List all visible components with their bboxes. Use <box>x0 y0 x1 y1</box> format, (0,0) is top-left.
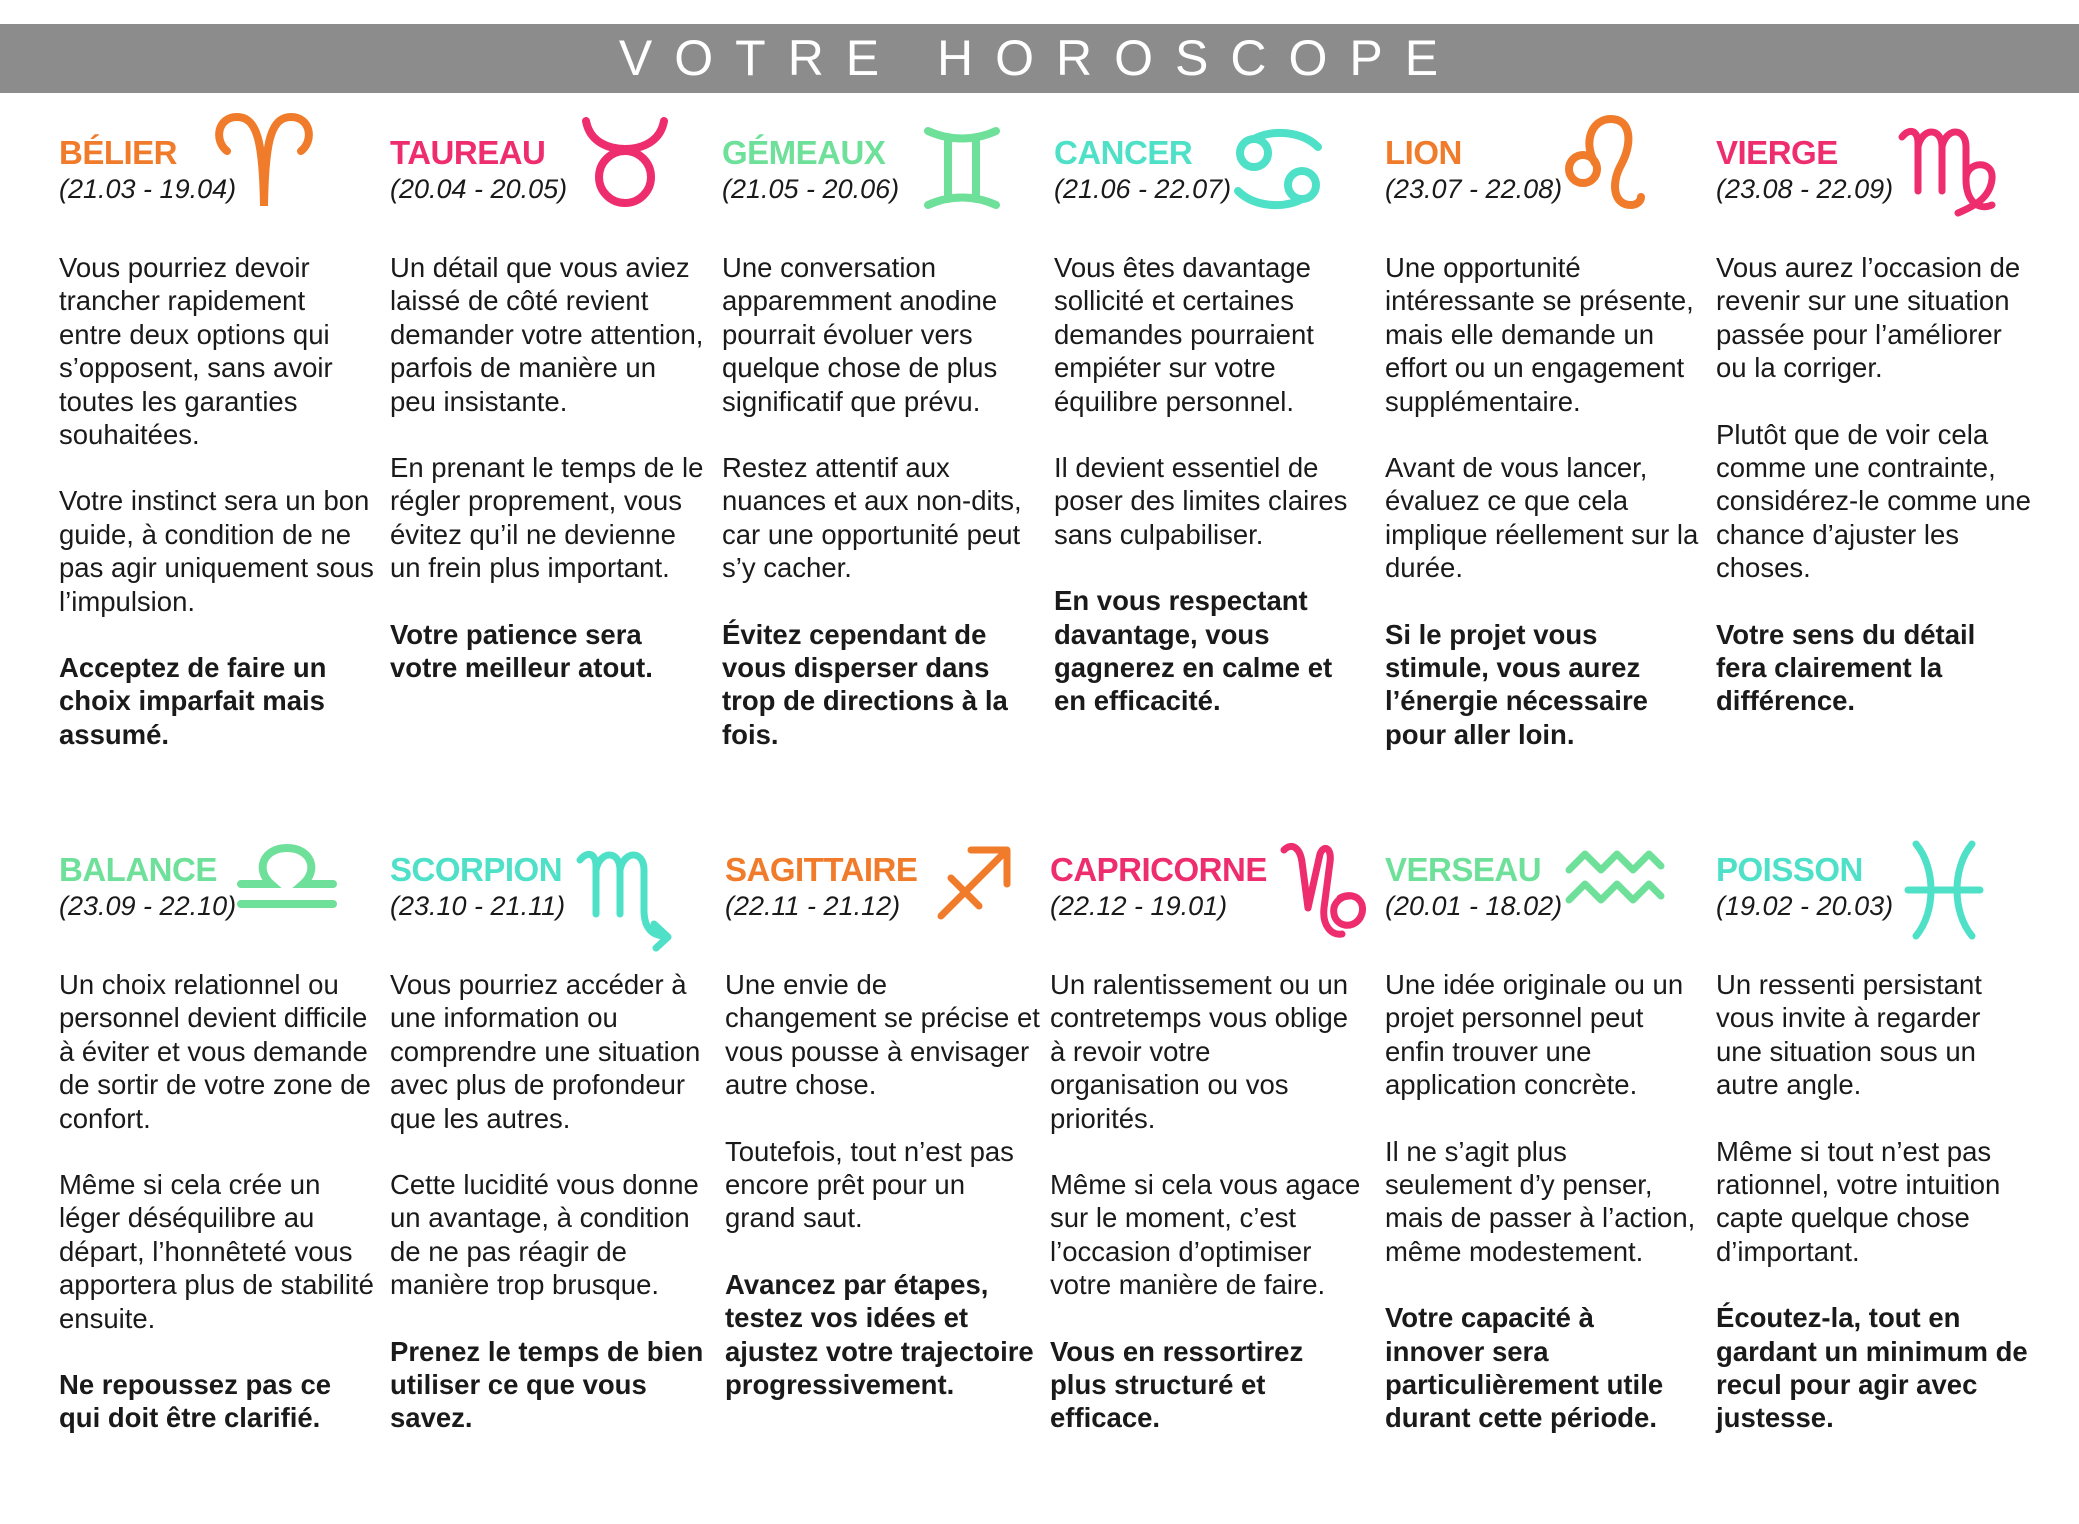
horoscope-text: Un choix relationnel ou personnel devient difficile à éviter et vous demande de sortir de votre zone de confort. <box>59 969 371 1134</box>
sign-name: CANCER <box>1054 134 1193 171</box>
libra-icon <box>237 842 337 912</box>
cancer-icon <box>1232 127 1324 211</box>
horoscope-advice: Votre capacité à innover sera particulièrement utile durant cette période. <box>1385 1302 1664 1434</box>
virgo-icon <box>1896 121 2006 221</box>
capricorn-icon <box>1278 838 1368 942</box>
horoscope-text: Toutefois, tout n’est pas encore prêt pour un grand saut. <box>725 1135 1014 1234</box>
sign-name: SCORPION <box>390 851 563 888</box>
horoscope-advice: Vous en ressortirez plus structuré et efficace. <box>1050 1335 1304 1434</box>
horoscope-text: Une conversation apparemment anodine pourrait évoluer vers quelque chose de plus significatif que prévu. <box>722 252 998 417</box>
horoscope-text: Même si cela crée un léger déséquilibre au départ, l’honnêteté vous apportera plus de stabilité ensuite. <box>59 1169 374 1334</box>
horoscope-text: En prenant le temps de le régler proprement, vous évitez qu’il ne devienne un frein plus important. <box>390 452 704 584</box>
sign-dates: (21.03 - 19.04) <box>59 174 237 204</box>
horoscope-text: Il devient essentiel de poser des limites claires sans culpabiliser. <box>1054 452 1348 550</box>
horoscope-text: Même si tout n’est pas rationnel, votre intuition capte quelque chose d’important. <box>1716 1135 2001 1267</box>
horoscope-advice: Ne repoussez pas ce qui doit être clarifié. <box>59 1369 332 1434</box>
sign-dates: (23.07 - 22.08) <box>1385 174 1563 204</box>
taurus-icon <box>580 113 670 213</box>
horoscope-text: Un ralentissement ou un contretemps vous oblige à revoir votre organisation ou vos priorités. <box>1050 969 1349 1134</box>
horoscope-text: Vous pourriez accéder à une information ou comprendre une situation avec plus de profondeur que les autres. <box>390 969 701 1134</box>
horoscope-advice: Votre patience sera votre meilleur atout. <box>390 618 653 684</box>
horoscope-text: Avant de vous lancer, évaluez ce que cela implique réellement sur la durée. <box>1385 452 1699 584</box>
sign-name: GÉMEAUX <box>722 134 886 171</box>
header-banner <box>0 24 2079 93</box>
horoscope-advice: Évitez cependant de vous disperser dans trop de directions à la fois. <box>722 618 1008 750</box>
sign-name: VERSEAU <box>1385 851 1542 888</box>
horoscope-advice: Prenez le temps de bien utiliser ce que vous savez. <box>390 1335 704 1434</box>
horoscope-text: Un ressenti persistant vous invite à regarder une situation sous un autre angle. <box>1716 969 1982 1101</box>
sign-dates: (19.02 - 20.03) <box>1716 891 1894 921</box>
sign-name: CAPRICORNE <box>1050 851 1267 888</box>
scorpio-icon <box>576 844 676 950</box>
horoscope-text: Vous êtes davantage sollicité et certaines demandes pourraient empiéter sur votre équilibre personnel. <box>1054 252 1314 417</box>
sign-dates: (23.08 - 22.09) <box>1716 174 1894 204</box>
sign-dates: (22.12 - 19.01) <box>1050 891 1228 921</box>
sign-name: LION <box>1385 134 1462 171</box>
sign-dates: (23.09 - 22.10) <box>59 891 237 921</box>
horoscope-advice: Avancez par étapes, testez vos idées et ajustez votre trajectoire progressivement. <box>725 1268 1034 1401</box>
horoscope-advice: Acceptez de faire un choix imparfait mais assumé. <box>59 652 327 750</box>
horoscope-text: Votre instinct sera un bon guide, à condition de ne pas agir uniquement sous l’impulsion. <box>59 485 374 617</box>
horoscope-advice: En vous respectant davantage, vous gagnerez en calme et en efficacité. <box>1054 585 1333 717</box>
sign-name: TAUREAU <box>390 134 546 171</box>
horoscope-text: Vous pourriez devoir trancher rapidement entre deux options qui s’opposent, sans avoir toutes les garanties souhaitées. <box>59 252 333 451</box>
horoscope-text: Cette lucidité vous donne un avantage, à condition de ne pas réagir de manière trop brusque. <box>390 1169 699 1301</box>
sign-name: BALANCE <box>59 851 217 888</box>
horoscope-text: Un détail que vous aviez laissé de côté revient demander votre attention, parfois de manière un peu insistante. <box>390 252 704 417</box>
horoscope-text: Même si cela vous agace sur le moment, c’est l’occasion d’optimiser votre manière de faire. <box>1050 1169 1361 1301</box>
sign-dates: (22.11 - 21.12) <box>725 891 901 921</box>
horoscope-text: Plutôt que de voir cela comme une contrainte, considérez-le comme une chance d’ajuster les choses. <box>1716 418 2031 584</box>
horoscope-advice: Écoutez-la, tout en gardant un minimum de recul pour agir avec justesse. <box>1716 1302 2028 1434</box>
sagittarius-icon <box>935 842 1015 922</box>
sign-name: POISSON <box>1716 851 1863 888</box>
page-title: VOTRE HOROSCOPE <box>618 30 1461 86</box>
horoscope-text: Restez attentif aux nuances et aux non-dits, car une opportunité peut s’y cacher. <box>722 452 1022 584</box>
gemini-icon <box>922 123 1002 213</box>
sign-name: VIERGE <box>1716 134 1838 171</box>
pisces-icon <box>1904 838 1984 942</box>
sign-dates: (21.05 - 20.06) <box>722 174 900 204</box>
sign-dates: (23.10 - 21.11) <box>390 891 566 921</box>
horoscope-text: Une envie de changement se précise et vous pousse à envisager autre chose. <box>725 969 1040 1101</box>
horoscope-advice: Si le projet vous stimule, vous aurez l’énergie nécessaire pour aller loin. <box>1385 618 1648 750</box>
aquarius-icon <box>1565 846 1665 910</box>
horoscope-advice: Votre sens du détail fera clairement la différence. <box>1716 618 1976 717</box>
sign-name: SAGITTAIRE <box>725 851 918 888</box>
horoscope-text: Une opportunité intéressante se présente, mais elle demande un effort ou un engagement supplémentaire. <box>1385 252 1694 417</box>
leo-icon <box>1565 113 1645 213</box>
sign-dates: (20.04 - 20.05) <box>390 174 568 204</box>
horoscope-text: Une idée originale ou un projet personnel peut enfin trouver une application concrète. <box>1385 969 1684 1101</box>
sign-dates: (21.06 - 22.07) <box>1054 174 1232 204</box>
horoscope-text: Vous aurez l’occasion de revenir sur une situation passée pour l’améliorer ou la corriger. <box>1716 252 2021 384</box>
sign-dates: (20.01 - 18.02) <box>1385 891 1563 921</box>
aries-icon <box>209 111 319 211</box>
horoscope-text: Il ne s’agit plus seulement d’y penser, mais de passer à l’action, même modestement. <box>1385 1135 1696 1267</box>
sign-name: BÉLIER <box>59 134 178 171</box>
